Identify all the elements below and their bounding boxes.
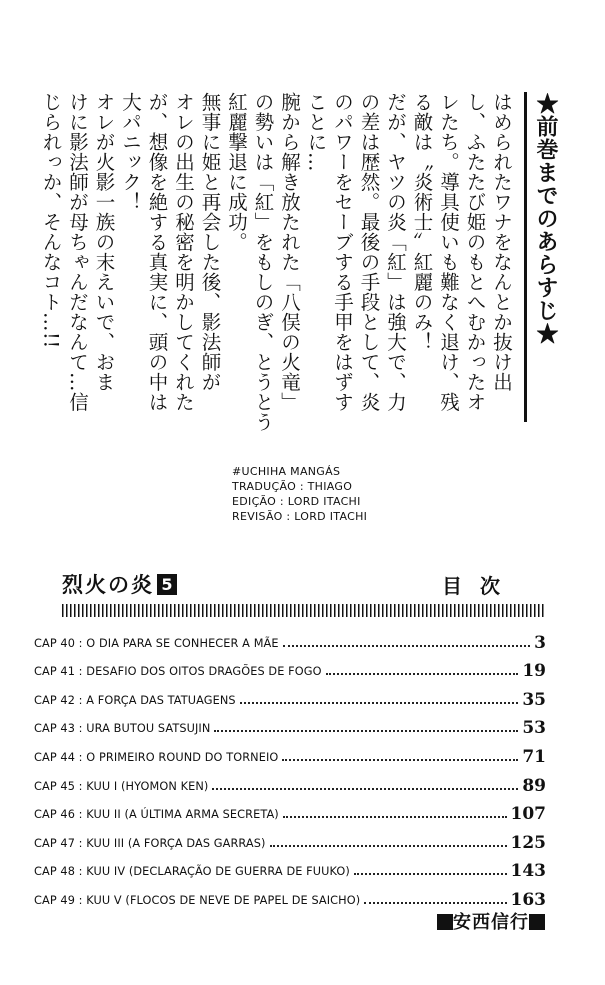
- chapter-title: CAP 46 : KUU II (A ÚLTIMA ARMA SECRETA): [34, 808, 279, 822]
- synopsis-line: だが、ヤツの炎「紅」は強大で、力: [384, 92, 407, 412]
- dot-leader: [282, 759, 518, 761]
- chapter-row: [34, 854, 546, 883]
- chapter-page: 53: [522, 718, 546, 739]
- synopsis-line: オレが火影一族の末えいで、おま: [92, 92, 116, 392]
- chapter-page: 19: [522, 661, 546, 682]
- chapter-title: CAP 43 : URA BUTOU SATSUJIN: [34, 722, 211, 736]
- synopsis-line: の勢いは「紅」をもしのぎ、とうとう: [251, 92, 275, 432]
- chapter-title: CAP 42 : A FORÇA DAS TATUAGENS: [34, 693, 236, 707]
- author-name: 安西信行: [453, 912, 529, 933]
- chapter-list: [34, 625, 546, 911]
- credits-review: REVISÃO : LORD ITACHI: [232, 510, 368, 523]
- chapter-title: CAP 49 : KUU V (FLOCOS DE NEVE DE PAPEL DE SAICHO): [34, 893, 361, 907]
- synopsis-line: し、ふたたび姫のもとへむかったオ: [463, 92, 487, 412]
- synopsis-line: けに影法師が母ちゃんだなんて…信: [66, 92, 89, 412]
- volume-badge: 5: [157, 574, 177, 595]
- chapter-title: CAP 45 : KUU I (HYOMON KEN): [34, 779, 209, 793]
- synopsis-line: 大パニック！: [119, 92, 142, 212]
- chapter-title: CAP 40 : O DIA PARA SE CONHECER A MÃE: [34, 636, 279, 650]
- chapter-row: [34, 882, 546, 911]
- author-footer: [437, 908, 545, 934]
- decorative-ruler: [62, 604, 546, 617]
- series-title: [62, 569, 177, 599]
- square-bullet-icon: [529, 914, 545, 930]
- chapter-title: CAP 41 : DESAFIO DOS OITOS DRAGÕES DE FOGO: [34, 665, 322, 679]
- chapter-row: [34, 797, 546, 826]
- credits-editing: EDIÇÃO : LORD ITACHI: [232, 495, 361, 508]
- toc-header: [62, 569, 518, 599]
- synopsis-section: [39, 92, 559, 432]
- chapter-page: 163: [510, 889, 546, 910]
- dot-leader: [283, 645, 531, 647]
- dot-leader: [214, 730, 518, 732]
- chapter-row: [34, 682, 546, 711]
- synopsis-line: ことに…: [304, 92, 328, 172]
- chapter-row: [34, 768, 546, 797]
- synopsis-line: る敵は〝炎術士〟紅麗のみ！: [410, 92, 434, 352]
- chapter-page: 143: [510, 861, 546, 882]
- chapter-page: 3: [534, 632, 546, 653]
- synopsis-line: 紅麗撃退に成功。: [225, 92, 248, 252]
- dot-leader: [240, 702, 519, 704]
- synopsis-line: レたち。導具使いも難なく退け、残: [437, 92, 460, 412]
- synopsis-line: 無事に姫と再会した後、影法師が: [198, 92, 222, 392]
- chapter-page: 107: [510, 804, 546, 825]
- chapter-title: CAP 44 : O PRIMEIRO ROUND DO TORNEIO: [34, 750, 279, 764]
- chapter-title: CAP 47 : KUU III (A FORÇA DAS GARRAS): [34, 836, 266, 850]
- synopsis-line: の差は歴然。最後の手段として、炎: [357, 92, 381, 412]
- credits-group: #UCHIHA MANGÁS: [232, 465, 341, 478]
- credits-translation: TRADUÇÃO : THIAGO: [232, 480, 353, 493]
- dot-leader: [364, 902, 506, 904]
- square-bullet-icon: [437, 914, 453, 930]
- series-title-text: 烈火の炎: [62, 572, 154, 597]
- synopsis-title: ★前巻までのあらすじ★: [533, 92, 559, 345]
- dot-leader: [326, 673, 519, 675]
- credits-block: [232, 464, 367, 524]
- chapter-page: 125: [510, 832, 546, 853]
- chapter-page: 89: [522, 775, 546, 796]
- chapter-row: [34, 711, 546, 740]
- dot-leader: [354, 873, 507, 875]
- dot-leader: [283, 816, 507, 818]
- synopsis-line: が、想像を絶する真実に、頭の中は: [145, 92, 169, 412]
- synopsis-body: [39, 92, 514, 432]
- synopsis-title-box: [524, 92, 558, 422]
- toc-label: 目次: [442, 574, 518, 598]
- dot-leader: [270, 845, 507, 847]
- synopsis-line: 腕から解き放たれた「八俣の火竜」: [278, 92, 301, 412]
- chapter-row: [34, 654, 546, 683]
- synopsis-line: はめられたワナをなんとか抜け出: [490, 92, 513, 392]
- chapter-row: [34, 625, 546, 654]
- chapter-page: 71: [522, 746, 546, 767]
- chapter-row: [34, 739, 546, 768]
- chapter-page: 35: [522, 689, 546, 710]
- chapter-row: [34, 825, 546, 854]
- synopsis-line: オレの出生の秘密を明かしてくれた: [172, 92, 195, 412]
- chapter-title: CAP 48 : KUU IV (DECLARAÇÃO DE GUERRA DE FUUKO): [34, 865, 350, 879]
- synopsis-line: じられっか、そんなコト…!!: [39, 92, 63, 349]
- synopsis-line: のパワーをセーブする手甲をはずす: [331, 92, 354, 412]
- dot-leader: [212, 788, 518, 790]
